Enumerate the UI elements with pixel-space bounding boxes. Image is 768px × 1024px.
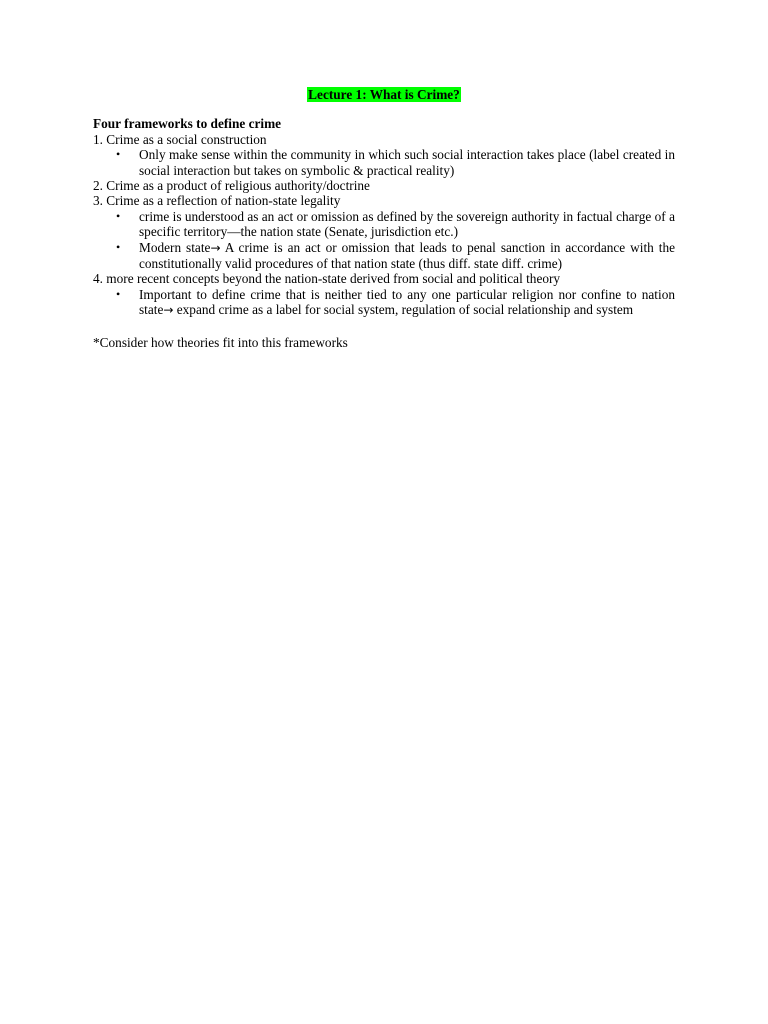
framework-label: 4. more recent concepts beyond the nation-state derived from social and political theory: [93, 271, 561, 287]
right-arrow-icon: →: [163, 303, 174, 318]
bullet-item: [93, 209, 675, 240]
bullet-text-lead: Modern state: [139, 239, 211, 255]
bullet-list: [93, 147, 675, 178]
framework-label: 1. Crime as a social construction: [93, 131, 267, 147]
framework-item-1: [93, 132, 675, 178]
bullet-text-rest: A crime is an act or omission that leads to penal sanction in accordance with the constitutionally valid procedures of that nation state (thus diff. state diff. crime): [139, 239, 675, 272]
bullet-icon: •: [116, 286, 121, 301]
closing-note: *Consider how theories fit into this frameworks: [93, 334, 348, 350]
framework-item-3: [93, 193, 675, 271]
bullet-text-lead: Important to define crime that is neither tied to any one particular religion nor confine to nation state: [139, 286, 675, 318]
title-line: [93, 87, 675, 102]
bullet-text: crime is understood as an act or omission as defined by the sovereign authority in factual charge of a specific territory—the nation state (Senate, jurisdiction etc.): [139, 208, 675, 240]
bullet-item: [93, 287, 675, 319]
bullet-text-rest: expand crime as a label for social system, regulation of social relationship and system: [173, 302, 634, 318]
framework-label: 3. Crime as a reflection of nation-state legality: [93, 193, 341, 209]
framework-item-4: [93, 271, 675, 318]
bullet-icon: •: [116, 239, 121, 254]
framework-label: 2. Crime as a product of religious authority/doctrine: [93, 178, 370, 194]
framework-item-2: [93, 178, 675, 193]
bullet-icon: •: [116, 147, 121, 162]
bullet-item: [93, 240, 675, 272]
right-arrow-icon: →: [210, 240, 221, 255]
document-title: Lecture 1: What is Crime?: [308, 87, 460, 102]
document-page: [93, 87, 675, 350]
section-heading: Four frameworks to define crime: [93, 116, 282, 132]
bullet-text: Only make sense within the community in which such social interaction takes place (label created in social interaction but takes on symbolic & practical reality): [139, 147, 675, 178]
bullet-list: [93, 287, 675, 319]
bullet-icon: •: [116, 208, 121, 223]
paragraph-gap: [93, 319, 675, 335]
bullet-list: [93, 209, 675, 272]
bullet-item: [93, 147, 675, 178]
